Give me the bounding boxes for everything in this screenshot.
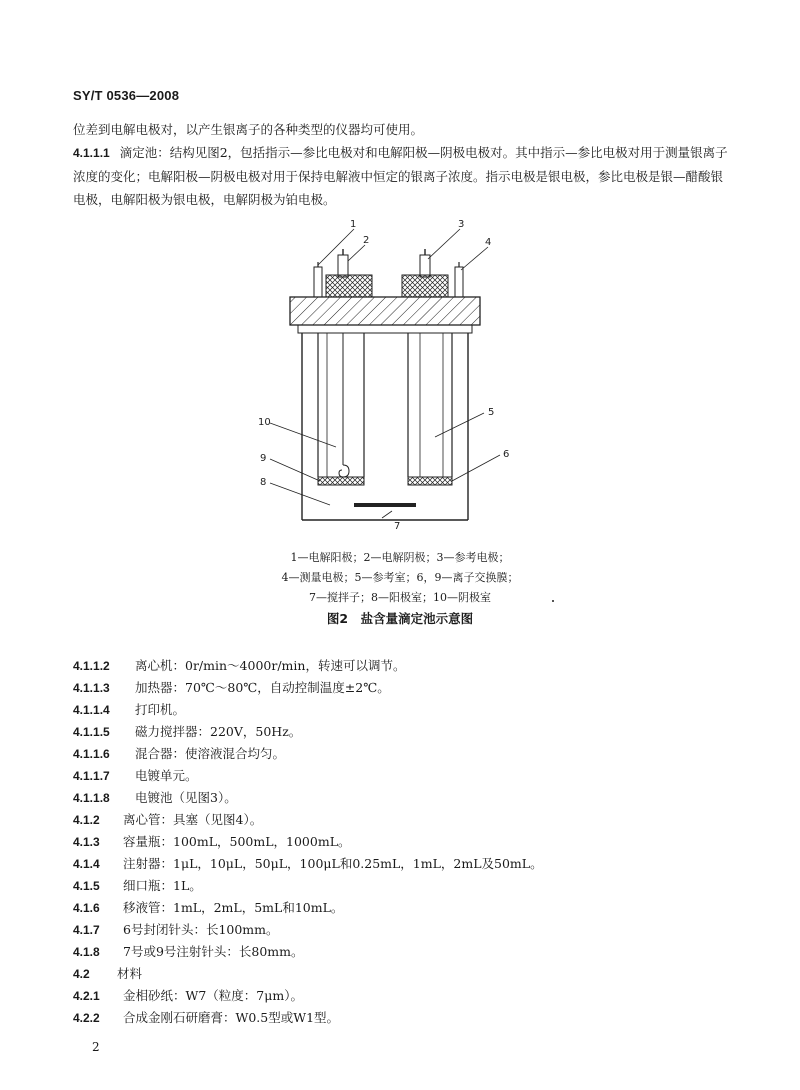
clause-number: 4.2 [73,967,90,981]
clause-number: 4.1.1.8 [73,791,110,805]
clause-number: 4.1.1.3 [73,681,110,695]
paragraph-4-1-1-1 [73,141,733,211]
standard-header: SY/T 0536—2008 [73,88,180,103]
cathode-chamber [318,333,364,485]
clause-number: 4.1.1.1 [73,146,110,160]
list-item [73,1007,753,1029]
callout-6: 6 [503,449,510,460]
titration-cell-diagram [230,215,560,545]
clause-number: 4.1.8 [73,945,100,959]
callout-1: 1 [350,219,357,230]
clause-text: 注射器：1μL，10μL，50μL，100μL和0.25mL，1mL，2mL及50mL。 [123,856,543,871]
callout-7: 7 [394,521,401,532]
clause-number: 4.1.1.5 [73,725,110,739]
clause-number: 4.1.1.4 [73,703,110,717]
clause-number: 4.1.5 [73,879,100,893]
list-item [73,787,753,809]
clause-text: 容量瓶：100mL，500mL，1000mL。 [123,834,351,849]
callout-5: 5 [488,407,495,418]
clause-text: 电镀池（见图3）。 [135,790,237,805]
list-item [73,875,753,897]
clause-number: 4.1.1.7 [73,769,110,783]
callout-9: 9 [260,453,267,464]
figure-legend-line-2: 4—测量电极；5—参考室；6，9—离子交换膜； [281,571,519,584]
figure-legend-line-1: 1—电解阳极；2—电解阴极；3—参考电极； [290,551,510,564]
clause-number: 4.1.3 [73,835,100,849]
clause-number: 4.1.6 [73,901,100,915]
list-item [73,721,753,743]
list-item [73,985,753,1007]
callout-10: 10 [258,417,271,428]
callout-2: 2 [363,235,370,246]
clause-number: 4.2.1 [73,989,100,1003]
callout-8: 8 [260,477,267,488]
list-item [73,655,753,677]
scan-speck [552,600,554,602]
reference-chamber [408,333,452,485]
clause-number: 4.1.4 [73,857,100,871]
leader-lines [270,229,500,518]
figure-caption: 图2 盐含量滴定池示意图 [326,611,474,626]
list-item [73,853,753,875]
clause-text: 打印机。 [135,702,186,717]
page-number: 2 [92,1040,100,1054]
right-electrode-assembly [402,249,463,297]
list-item [73,743,753,765]
clause-text: 金相砂纸：W7（粒度：7μm）。 [123,988,303,1003]
clause-number: 4.1.1.2 [73,659,110,673]
clause-number: 4.1.2 [73,813,100,827]
clause-text: 离心管：具塞（见图4）。 [123,812,263,827]
left-electrode-assembly [314,249,372,477]
callout-4: 4 [485,237,492,248]
list-item [73,809,753,831]
list-item [73,699,753,721]
paragraph-continuation: 位差到电解电极对，以产生银离子的各种类型的仪器均可使用。 [73,122,424,137]
callout-3: 3 [458,219,465,230]
stir-bar [354,503,416,507]
clause-text: 移液管：1mL，2mL，5mL和10mL。 [123,900,344,915]
list-item [73,677,753,699]
clause-text: 离心机：0r/min～4000r/min，转速可以调节。 [135,658,406,673]
equipment-list [73,655,753,1029]
list-item [73,897,753,919]
clause-text: 合成金刚石研磨膏：W0.5型或W1型。 [123,1010,340,1025]
list-item [73,831,753,853]
clause-text: 电镀单元。 [135,768,198,783]
clause-text: 7号或9号注射针头：长80mm。 [123,944,304,959]
clause-text: 加热器：70℃～80℃，自动控制温度±2℃。 [135,680,390,695]
clause-number: 4.2.2 [73,1011,100,1025]
clause-number: 4.1.1.6 [73,747,110,761]
clause-text: 6号封闭针头：长100mm。 [123,922,279,937]
figure-legend-line-3: 7—搅拌子；8—阳极室；10—阴极室 [309,591,491,604]
clause-text: 混合器：使溶液混合均匀。 [135,746,286,761]
clause-number: 4.1.7 [73,923,100,937]
list-item [73,941,753,963]
cell-lid [290,297,480,325]
section-heading [73,963,753,985]
list-item [73,765,753,787]
clause-text: 材料 [117,966,143,981]
clause-text: 磁力搅拌器：220V，50Hz。 [135,724,302,739]
list-item [73,919,753,941]
clause-text: 细口瓶：1L。 [123,878,202,893]
clause-text: 滴定池：结构见图2，包括指示—参比电极对和电解阳极—阴极电极对。其中指示—参比电极对用于测量银离子浓度的变化；电解阳极—阴极电极对用于保持电解液中恒定的银离子浓度。指示电极是银电极，参比电极是银—醋酸银电极，电解阳极为银电极，电解阴极为铂电极。 [73,145,728,207]
